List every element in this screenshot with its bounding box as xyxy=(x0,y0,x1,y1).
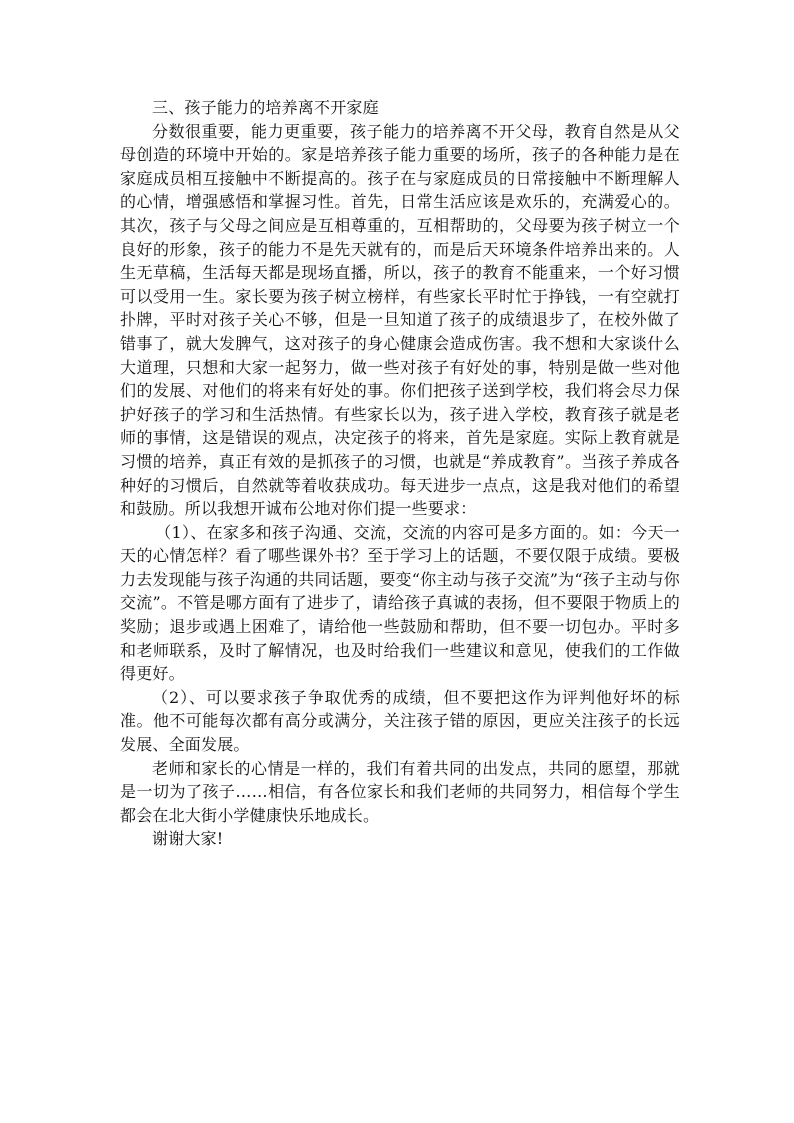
paragraph-request-1: （1）、在家多和孩子沟通、交流，交流的内容可是多方面的。如：今天一天的心情怎样？看了哪些课外书？至于学习上的话题，不要仅限于成绩。要极力去发现能与孩子沟通的共同话题，要变“你主动与孩子交流”为“孩子主动与你交流”。不管是哪方面有了进步了，请给孩子真诚的表扬，但不要限于物质上的奖励；退步或遇上困难了，请给他一些鼓励和帮助，但不要一切包办。平时多和老师联系，及时了解情况，也及时给我们一些建议和意见，使我们的工作做得更好。 xyxy=(120,522,680,684)
paragraph-main: 分数很重要，能力更重要，孩子能力的培养离不开父母，教育自然是从父母创造的环境中开始的。家是培养孩子能力重要的场所，孩子的各种能力是在家庭成员相互接触中不断提高的。孩子在与家庭成员的日常接触中不断理解人的心情，增强感悟和掌握习性。首先，日常生活应该是欢乐的，充满爱心的。其次，孩子与父母之间应是互相尊重的，互相帮助的，父母要为孩子树立一个良好的形象，孩子的能力不是先天就有的，而是后天环境条件培养出来的。人生无草稿，生活每天都是现场直播，所以，孩子的教育不能重来，一个好习惯可以受用一生。家长要为孩子树立榜样，有些家长平时忙于挣钱，一有空就打扑牌，平时对孩子关心不够，但是一旦知道了孩子的成绩退步了，在校外做了错事了，就大发脾气，这对孩子的身心健康会造成伤害。我不想和大家谈什么大道理，只想和大家一起努力，做一些对孩子有好处的事，特别是做一些对他们的发展、对他们的将来有好处的事。你们把孩子送到学校，我们将会尽力保护好孩子的学习和生活热情。有些家长以为，孩子进入学校，教育孩子就是老师的事情，这是错误的观点，决定孩子的将来，首先是家庭。实际上教育就是习惯的培养，真正有效的是抓孩子的习惯，也就是“养成教育”。当孩子养成各种好的习惯后，自然就等着收获成功。每天进步一点点，这是我对他们的希望和鼓励。所以我想开诚布公地对你们提一些要求： xyxy=(120,121,680,519)
paragraph-thanks: 谢谢大家! xyxy=(152,829,224,849)
paragraph-request-2: （2）、可以要求孩子争取优秀的成绩，但不要把这作为评判他好坏的标准。他不可能每次都有高分或满分，关注孩子错的原因，更应关注孩子的长远发展、全面发展。 xyxy=(120,687,680,755)
document-body xyxy=(120,96,680,851)
paragraph-closing: 老师和家长的心情是一样的，我们有着共同的出发点，共同的愿望，那就是一切为了孩子……相信，有各位家长和我们老师的共同努力，相信每个学生都会在北大街小学健康快乐地成长。 xyxy=(120,758,680,825)
section-heading: 三、孩子能力的培养离不开家庭 xyxy=(152,98,379,117)
